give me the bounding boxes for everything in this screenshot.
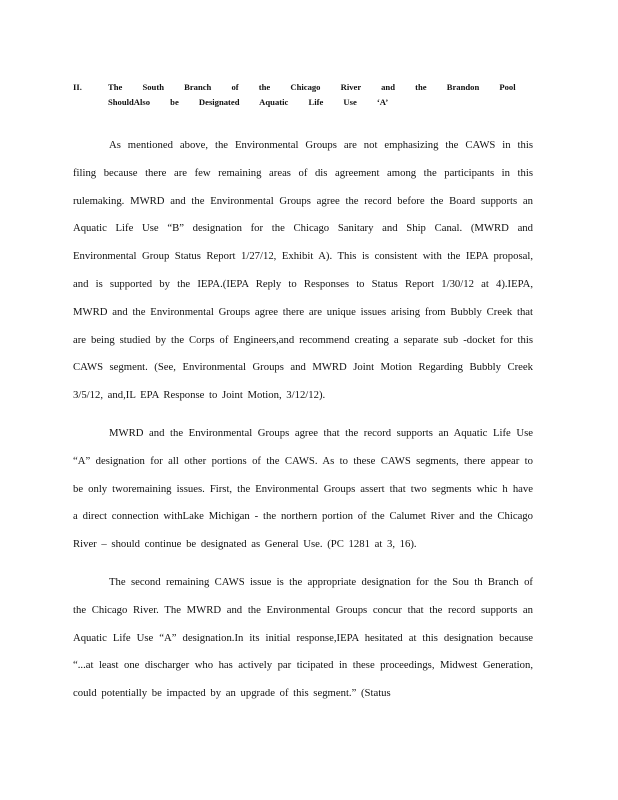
document-body: [73, 132, 533, 718]
section-number: II.: [73, 82, 82, 92]
paragraph: The second remaining CAWS issue is the appropriate designation for the Sou th Branch of the Chicago River. The MWRD and the Environmental Groups concur that the record supports an Aquatic Life Use “A” designation.In its initial response,IEPA hesitated at this designation because “...at least one discharger who has actively par ticipated in these proceedings, Midwest Generation, could potentially be impacted by an upgrade of this segment.” (Status: [73, 575, 533, 700]
paragraph: MWRD and the Environmental Groups agree that the record supports an Aquatic Life Use “A” designation for all other portions of the CAWS. As to these CAWS segments, there appear to be only tworemaining issues. First, the Environmental Groups assert that two segments whic h have a direct connection withLake Michigan - the northern portion of the Calumet River and the Chicago River – should continue be designated as General Use. (PC 1281 at 3, 16).: [73, 426, 533, 551]
paragraph: As mentioned above, the Environmental Groups are not emphasizing the CAWS in this filing because there are few remaining areas of dis agreement among the participants in this rulemaking. MWRD and the Environmental Groups agree the record before the Board supports an Aquatic Life Use “B” designation for the Chicago Sanitary and Ship Canal. (MWRD and Environmental Group Status Report 1/27/12, Exhibit A). This is consistent with the IEPA proposal, and is supported by the IEPA.(IEPA Reply to Responses to Status Report 1/30/12 at 4).IEPA, MWRD and the Environmental Groups agree there are unique issues arising from Bubbly Creek that are being studied by the Corps of Engineers,and recommend creating a separate sub -docket for this CAWS segment. (See, Environmental Groups and MWRD Joint Motion Regarding Bubbly Creek 3/5/12, and,IL EPA Response to Joint Motion, 3/12/12).: [73, 139, 533, 402]
section-title: The South Branch of the Chicago River and the Brandon Pool ShouldAlso be Designated Aquatic Life Use ‘A’: [108, 82, 516, 107]
